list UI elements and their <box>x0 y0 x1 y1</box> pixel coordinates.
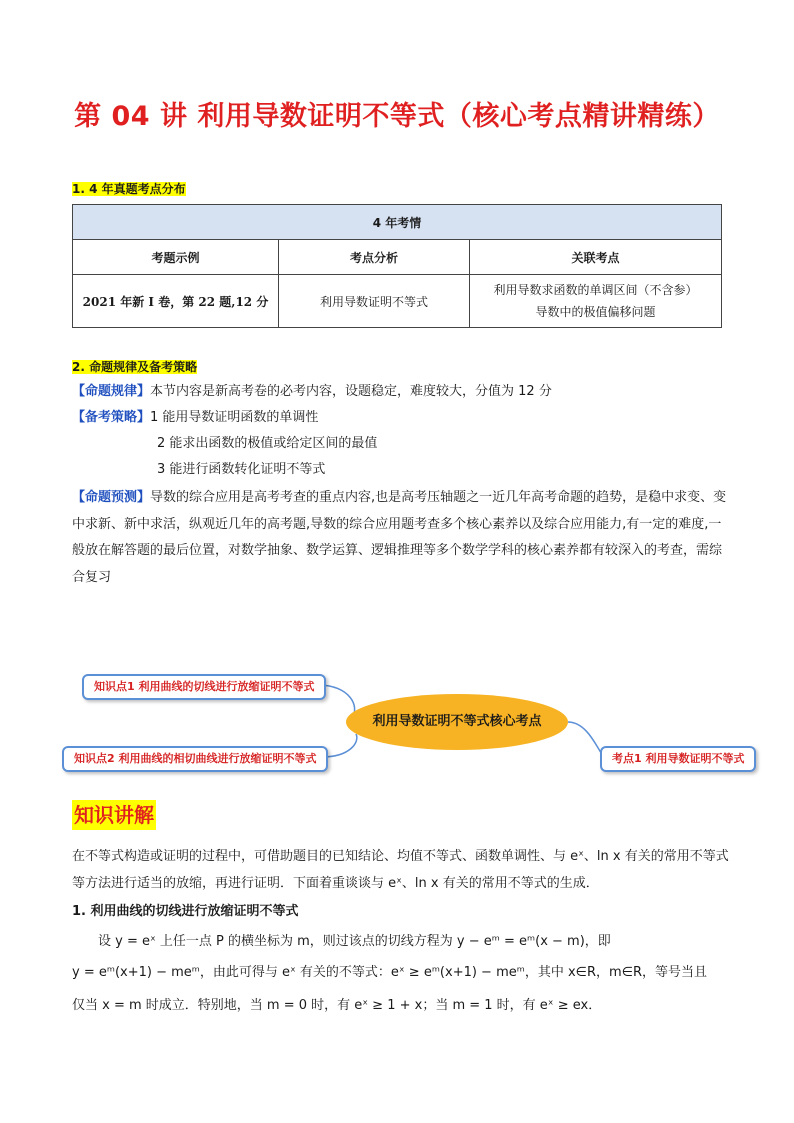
predict-paragraph <box>72 485 732 591</box>
knowledge-paragraph-2: y = eᵐ(x+1) − meᵐ，由此可得与 eˣ 有关的不等式：eˣ ≥ eᵐ(x+1) − meᵐ，其中 x∈R，m∈R，等号当且 <box>72 965 708 980</box>
predict-text: 导数的综合应用是高考考查的重点内容,也是高考压轴题之一近几年高考命题的趋势，是稳中求变、变中求新、新中求活，纵观近几年的高考题,导数的综合应用题考查多个核心素养以及综合应用能力,有一定的难度,一般放在解答题的最后位置，对数学抽象、数学运算、逻辑推理等多个数学学科的核心素养都有较深入的考查，需综合复习 <box>72 490 727 585</box>
mindmap <box>60 662 760 782</box>
strategy-item-2: 2 能求出函数的极值或给定区间的最值 <box>157 436 378 451</box>
table-cell-analysis: 利用导数证明不等式 <box>279 275 470 328</box>
mindmap-node-knowledge-1: 知识点1 利用曲线的切线进行放缩证明不等式 <box>82 674 326 700</box>
strategy-paragraph <box>72 405 732 431</box>
rule-paragraph <box>72 379 732 405</box>
knowledge-intro: 在不等式构造或证明的过程中，可借助题目的已知结论、均值不等式、函数单调性、与 eˣ、ln x 有关的常用不等式等方法进行适当的放缩，再进行证明．下面着重谈谈与 eˣ、ln x 有关的常用不等式的生成． <box>72 849 729 891</box>
related-point-2: 导数中的极值偏移问题 <box>535 305 656 319</box>
table-header-related: 关联考点 <box>470 240 722 275</box>
knowledge-heading: 知识讲解 <box>72 800 156 830</box>
mindmap-node-knowledge-2: 知识点2 利用曲线的相切曲线进行放缩证明不等式 <box>62 746 328 772</box>
mindmap-node-exam-1: 考点1 利用导数证明不等式 <box>600 746 756 772</box>
table-row <box>73 275 722 328</box>
table-header-example: 考题示例 <box>73 240 279 275</box>
knowledge-paragraph-1: 设 y = eˣ 上任一点 P 的横坐标为 m，则过该点的切线方程为 y − eᵐ = eᵐ(x − m)，即 <box>98 934 611 949</box>
knowledge-paragraph-3: 仅当 x = m 时成立．特别地，当 m = 0 时，有 eˣ ≥ 1 + x；当 m = 1 时，有 eˣ ≥ ex． <box>72 998 602 1013</box>
rule-text: 本节内容是新高考卷的必考内容，设题稳定，难度较大，分值为 12 分 <box>150 384 552 399</box>
table-cell-example: 2021 年新 I 卷，第 22 题,12 分 <box>73 275 279 328</box>
strategy-item-1: 1 能用导数证明函数的单调性 <box>150 410 319 425</box>
table-header-analysis: 考点分析 <box>279 240 470 275</box>
knowledge-subheading: 1. 利用曲线的切线进行放缩证明不等式 <box>72 904 299 919</box>
related-point-1: 利用导数求函数的单调区间（不含参） <box>493 283 698 297</box>
section2-heading: 2. 命题规律及备考策略 <box>72 360 198 374</box>
strategy-tag: 【备考策略】 <box>72 410 151 425</box>
strategy-item-3: 3 能进行函数转化证明不等式 <box>157 462 326 477</box>
page-title: 第 04 讲 利用导数证明不等式（核心考点精讲精练） <box>74 101 720 132</box>
exam-table <box>72 204 722 328</box>
table-caption: 4 年考情 <box>73 205 722 240</box>
section1-heading: 1. 4 年真题考点分布 <box>72 182 186 196</box>
table-cell-related <box>470 275 722 328</box>
predict-tag: 【命题预测】 <box>72 490 151 505</box>
mindmap-center: 利用导数证明不等式核心考点 <box>346 694 568 750</box>
rule-tag: 【命题规律】 <box>72 384 151 399</box>
